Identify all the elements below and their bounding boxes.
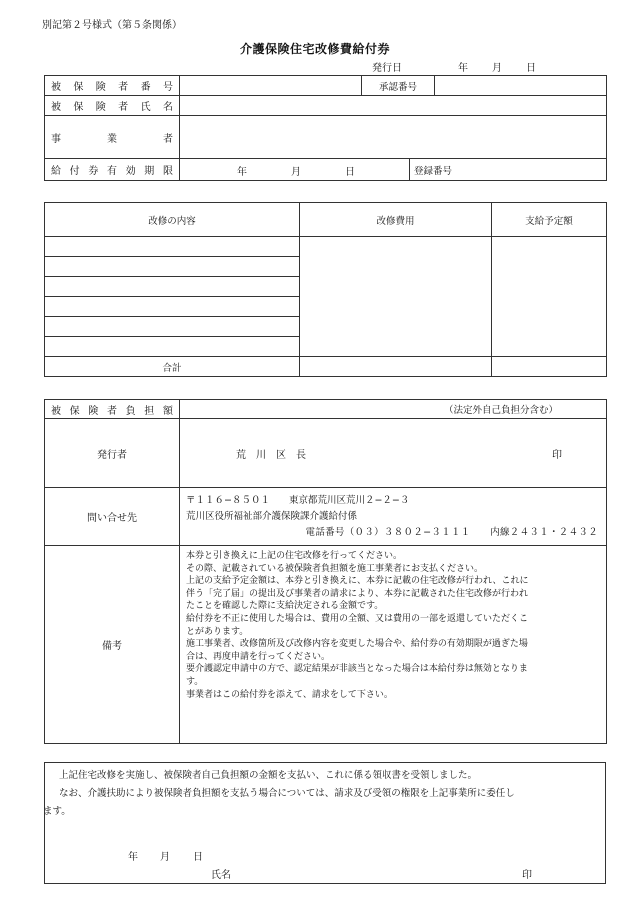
- registration-number-label: 登録番号: [414, 165, 453, 177]
- business-label: 事 業 者: [51, 133, 173, 145]
- issue-year-label: 年: [458, 63, 468, 74]
- renovation-content-row-4[interactable]: [45, 297, 300, 317]
- remarks-line: 要介護認定申請中の方で、認定結果が非該当となった場合は本給付券は無効となりま: [186, 664, 528, 675]
- remarks-line: その際、記載されている被保険者負担額を施工事業者にお支払ください。: [186, 563, 484, 574]
- total-label: 合計: [45, 357, 300, 377]
- remarks-line: 合は、再度申請を行ってください。: [186, 651, 331, 662]
- remarks-line: す。: [186, 676, 204, 687]
- remarks-line: とがあります。: [186, 626, 249, 637]
- renovation-content-row-5[interactable]: [45, 317, 300, 337]
- contact-address: 〒１１６−８５０１ 東京都荒川区荒川２−２−３: [186, 494, 410, 506]
- renovation-cost-field[interactable]: [300, 237, 492, 357]
- burden-label-cell: [45, 400, 180, 419]
- header-planned-payment: 支給予定額: [492, 203, 607, 237]
- renovation-content-row-6[interactable]: [45, 337, 300, 357]
- issue-date-label: 発行日: [372, 63, 402, 74]
- insured-number-field[interactable]: [180, 76, 362, 96]
- issuer-seal: 印: [552, 450, 562, 461]
- receipt-line-3: ます。: [43, 806, 71, 817]
- detail-table: [44, 399, 607, 744]
- form-note: 別記第２号様式（第５条関係）: [42, 20, 182, 31]
- renovation-content-row-3[interactable]: [45, 277, 300, 297]
- insured-number-label: 被 保 険 者 番 号: [51, 82, 173, 93]
- remarks-line: 給付券を不正に使用した場合は、費用の全額、又は費用の一部を返還していただくこ: [186, 613, 529, 624]
- remarks-line: 上記の支給予定金額は、本券と引き換えに、本券に記載の住宅改修が行われ、これに: [186, 576, 529, 587]
- contact-phone: 電話番号（０３）３８０２−３１１１ 内線２４３１・２４３２: [305, 526, 598, 538]
- issue-day-label: 日: [526, 63, 536, 74]
- issuer-field: [180, 419, 607, 488]
- validity-day-label: 日: [345, 166, 355, 178]
- planned-payment-field[interactable]: [492, 237, 607, 357]
- remarks-line: 事業者はこの給付券を添えて、請求をして下さい。: [186, 689, 393, 700]
- receipt-month-label: 月: [160, 852, 170, 863]
- document-title: 介護保険住宅改修費給付券: [239, 42, 390, 56]
- remarks-line: 伴う「完了届」の提出及び事業者の請求により、本券に記載された住宅改修が行われ: [186, 588, 529, 599]
- receipt-seal: 印: [522, 870, 532, 881]
- remarks-label: 備考: [45, 546, 180, 744]
- header-renovation-cost: 改修費用: [300, 203, 492, 237]
- receipt-day-label: 日: [193, 852, 203, 863]
- burden-note: （法定外自己負担分含む）: [443, 405, 558, 416]
- registration-number-cell[interactable]: [410, 159, 607, 181]
- remarks-field: [180, 546, 607, 744]
- renovation-content-row-2[interactable]: [45, 257, 300, 277]
- validity-label: 給 付 券 有 効 期 限: [51, 166, 173, 177]
- receipt-name-label: 氏名: [211, 870, 231, 881]
- burden-label: 被 保 険 者 負 担 額: [51, 405, 173, 417]
- business-label-cell: [45, 116, 180, 159]
- renovation-table: [44, 202, 607, 377]
- receipt-box: [44, 762, 606, 884]
- issuer-value: 荒 川 区 長: [236, 450, 306, 461]
- remarks-line: 本券と引き換えに上記の住宅改修を行ってください。: [186, 551, 403, 561]
- remarks-line: 施工事業者、改修箇所及び改修内容を変更した場合や、給付券の有効期限が過ぎた場: [186, 639, 528, 650]
- contact-label: 問い合せ先: [45, 488, 180, 546]
- contact-field: [180, 488, 607, 546]
- approval-number-field[interactable]: [435, 76, 607, 96]
- header-renovation-content: 改修の内容: [45, 203, 300, 237]
- total-payment-field[interactable]: [492, 357, 607, 377]
- insured-name-label-cell: [45, 96, 180, 116]
- receipt-line-2: なお、介護扶助により被保険者負担額を支払う場合については、請求及び受領の権限を上記事業所に委任し: [59, 788, 515, 799]
- validity-month-label: 月: [291, 166, 301, 178]
- validity-label-cell: [45, 159, 180, 181]
- receipt-line-1: 上記住宅改修を実施し、被保険者自己負担額の金額を支払い、これに係る領収書を受領しました。: [59, 770, 478, 781]
- validity-year-label: 年: [237, 166, 247, 178]
- contact-office: 荒川区役所福祉部介護保険課介護給付係: [186, 510, 358, 522]
- insured-number-label-cell: [45, 76, 180, 96]
- business-field[interactable]: [180, 116, 607, 159]
- approval-number-label: 承認番号: [362, 76, 435, 96]
- validity-date-field[interactable]: [180, 159, 410, 181]
- insured-name-field[interactable]: [180, 96, 607, 116]
- issuer-label: 発行者: [45, 419, 180, 488]
- insured-info-table: [44, 75, 607, 181]
- issue-date-row: [372, 59, 612, 73]
- total-cost-field[interactable]: [300, 357, 492, 377]
- burden-field[interactable]: [180, 400, 607, 419]
- issue-month-label: 月: [492, 63, 502, 74]
- remarks-line: たことを確認した際に支給決定される金額です。: [186, 601, 384, 612]
- insured-name-label: 被 保 険 者 氏 名: [51, 102, 173, 113]
- receipt-year-label: 年: [128, 852, 138, 863]
- renovation-content-row-1[interactable]: [45, 237, 300, 257]
